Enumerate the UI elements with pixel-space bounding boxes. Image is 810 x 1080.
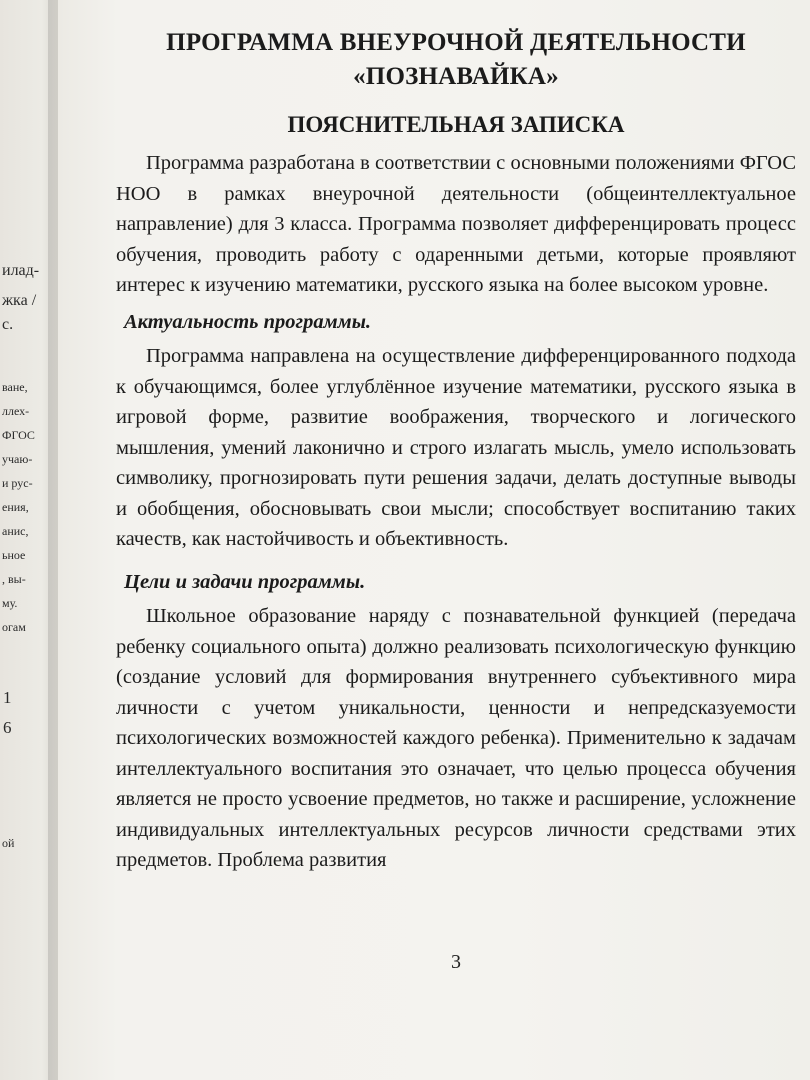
left-page-fragment: учаю- <box>2 452 33 466</box>
section-title: ПОЯСНИТЕЛЬНАЯ ЗАПИСКА <box>287 112 625 137</box>
left-page-fragment: жка / <box>2 292 37 309</box>
goals-heading: Цели и задачи программы. <box>124 570 366 593</box>
page-number: 3 <box>451 951 461 973</box>
left-page-fragment: анис, <box>2 524 29 538</box>
left-page-fragment: ой <box>2 836 15 850</box>
program-title-line2: «ПОЗНАВАЙКА» <box>353 63 559 90</box>
left-page-fragment: ения, <box>2 500 29 514</box>
left-page-fragment: , вы- <box>2 572 26 586</box>
book-page <box>58 0 810 1080</box>
relevance-heading: Актуальность программы. <box>124 310 372 333</box>
left-page-fragment: ФГОС <box>2 428 35 442</box>
page-content <box>116 26 796 973</box>
goals-paragraph: Школьное образование наряду с познавательной функцией (передача ребенку социального опыта) должно реализовать психологическую функцию (создание условий для формирования внутреннего субъективного мира личности с учетом уникальности, ценности и непредсказуемости психологических возможностей каждого ребенка). Применительно к задачам интеллектуального воспитания это означает, что целью процесса обучения является не просто усвоение предметов, но также и расширение, усложнение индивидуальных интеллектуальных ресурсов личности средствами этих предметов. Проблема развития <box>116 605 796 871</box>
left-page-fragment: ьное <box>2 548 26 562</box>
left-page-fragment: ване, <box>2 380 28 394</box>
left-page-fragment: с. <box>2 316 14 333</box>
program-title-line1: ПРОГРАММА ВНЕУРОЧНОЙ ДЕЯТЕЛЬНОСТИ <box>166 29 746 56</box>
left-page-fragment: 1 <box>3 688 12 707</box>
left-page-fragment: 6 <box>3 718 12 737</box>
left-page-fragment: илад- <box>2 262 40 279</box>
program-title <box>116 26 796 94</box>
relevance-paragraph: Программа направлена на осуществление дифференцированного подхода к обучающимся, более углублённое изучение математики, русского языка в игровой форме, развитие воображения, творческого и логического мышления, умений лаконично и строго излагать мысль, умело использовать символику, прогнозировать пути решения задачи, делать доступные выводы и обобщения, обосновывать свои мысли; способствует воспитанию таких качеств, как настойчивость и объективность. <box>116 345 796 550</box>
left-page-fragment: и рус- <box>2 476 33 490</box>
intro-paragraph: Программа разработана в соответствии с основными положениями ФГОС НОО в рамках внеурочной деятельности (общеинтеллектуальное направление) для 3 класса. Программа позволяет дифференцировать процесс обучения, проводить работу с одаренными детьми, которые проявляют интерес к изучению математики, русского языка на более высоком уровне. <box>116 152 796 296</box>
left-page-fragment: му. <box>2 596 18 610</box>
left-page-fragment: ллех- <box>2 404 30 418</box>
left-page-fragment: огам <box>2 620 26 634</box>
